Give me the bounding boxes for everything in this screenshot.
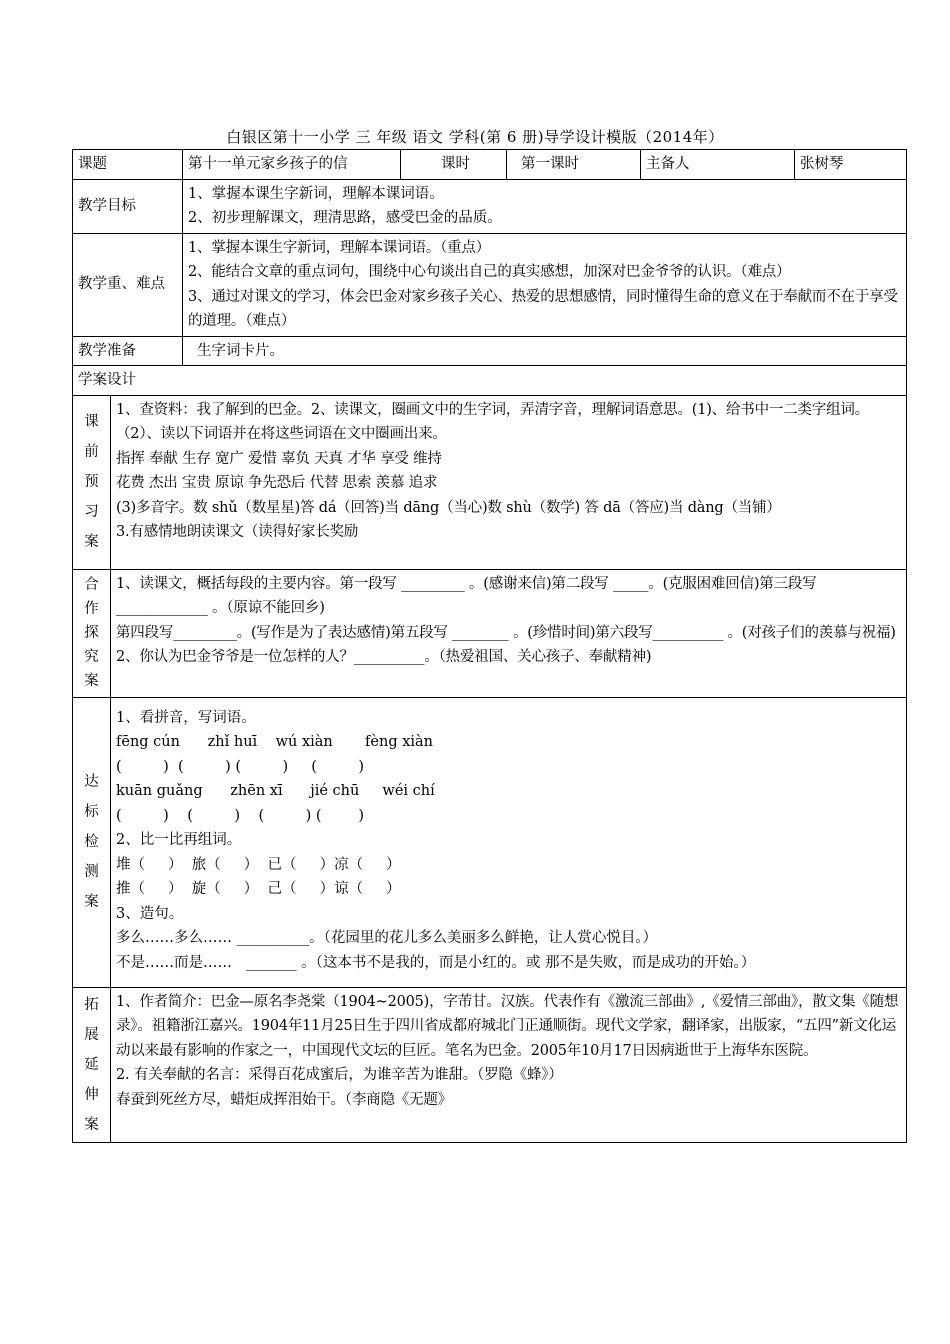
- key-points-label: 教学重、难点: [73, 233, 183, 336]
- extend-label: 拓 展 延 伸 案: [73, 987, 111, 1142]
- extend-line: 1、作者简介：巴金—原名李尧棠（1904~2005)，字芾甘。汉族。代表作有《激流三部曲》,《爱情三部曲》，散文集《随想录》。祖籍浙江嘉兴。1904年11月25日生于四川省成都府城北门正通顺街。现代文学家，翻译家，出版家，“五四”新文化运动以来最有影响的作家之一，中国现代文坛的巨匠。笔名为巴金。2005年10月17日因病逝世于上海华东医院。: [116, 993, 899, 1059]
- check-line: 堆（ ） 旅（ ） 已（ ）凉（ ）: [116, 856, 401, 873]
- cooperate-content: [111, 569, 907, 697]
- check-line: 多么……多么…… __________。（花园里的花儿多么美丽多么鲜艳，让人赏心悦目。）: [116, 930, 658, 946]
- cooperate-row: [73, 569, 907, 697]
- prep-label: 教学准备: [73, 336, 183, 366]
- lesson-label: 课题: [73, 150, 183, 180]
- preview-content: [111, 395, 907, 569]
- check-line: ( ) ( ) ( ) ( ): [116, 807, 365, 824]
- goal-item: 1、掌握本课生字新词，理解本课词语。: [188, 185, 444, 202]
- preview-label: 课 前 预 习 案: [73, 395, 111, 569]
- goals-label: 教学目标: [73, 179, 183, 233]
- extend-line: 2. 有关奉献的名言：采得百花成蜜后，为谁辛苦为谁甜。（罗隐《蜂》）: [116, 1067, 563, 1083]
- goals-content: [183, 179, 907, 233]
- preparer-label: 主备人: [641, 150, 795, 180]
- key-point-item: 3、通过对课文的学习，体会巴金对家乡孩子关心、热爱的思想感情，同时懂得生命的意义在于奉献而不在于享受的道理。（难点）: [188, 288, 898, 329]
- period-value: 第一课时: [507, 150, 641, 180]
- preview-row: [73, 395, 907, 569]
- preview-line: 指挥 奉献 生存 宽广 爱惜 辜负 天真 才华 享受 维持: [116, 450, 442, 467]
- check-line: ( ) ( ) ( ) ( ): [116, 758, 365, 775]
- check-line: 1、看拼音，写词语。: [116, 709, 256, 726]
- period-label: 课时: [401, 150, 507, 180]
- check-line: 2、比一比再组词。: [116, 832, 242, 848]
- cooperate-line: 2、你认为巴金爷爷是一位怎样的人？__________。（热爱祖国、关心孩子、奉献精神): [116, 649, 652, 665]
- preparer-value: 张树琴: [795, 150, 907, 180]
- extend-row: [73, 987, 907, 1142]
- check-line: 3、造句。: [116, 905, 184, 922]
- extend-content: [111, 987, 907, 1142]
- prep-value: 生字词卡片。: [183, 336, 907, 366]
- preview-line: 花费 杰出 宝贵 原谅 争先恐后 代替 思索 羡慕 追求: [116, 475, 438, 491]
- goal-item: 2、初步理解课文，理清思路，感受巴金的品质。: [188, 210, 502, 226]
- check-label: 达 标 检 测 案: [73, 697, 111, 987]
- lesson-plan-table: [72, 149, 907, 1143]
- check-line: kuān guǎng zhēn xī jié chū wéi chí: [116, 783, 435, 799]
- check-line: 不是……而是…… _______ 。（这本书不是我的，而是小红的。或 那不是失败，而是成功的开始。）: [116, 954, 756, 971]
- info-row: [73, 150, 907, 180]
- page-title: 白银区第十一小学 三 年级 语文 学科(第 6 册)导学设计模版（2014年）: [226, 128, 724, 146]
- check-row: [73, 697, 907, 987]
- check-line: fēng cún zhǐ huī wú xiàn fèng xiàn: [116, 734, 434, 750]
- extend-line: 春蚕到死丝方尽，蜡炬成挥泪始干。（李商隐《无题》: [116, 1091, 452, 1108]
- goals-row: [73, 179, 907, 233]
- key-point-item: 2、能结合文章的重点词句，围绕中心句谈出自己的真实感想，加深对巴金爷爷的认识。（难点）: [188, 264, 791, 280]
- key-point-item: 1、掌握本课生字新词，理解本课词语。（重点）: [188, 239, 491, 256]
- cooperate-line: 第四段写_________。(写作是为了表达感情)第五段写 ________ 。(珍惜时间)第六段写__________ 。(对孩子们的羡慕与祝福): [116, 624, 896, 641]
- prep-row: [73, 336, 907, 366]
- preview-line: 1、查资料：我了解到的巴金。2、读课文，圈画文中的生字词，弄清字音，理解词语意思。(1)、给书中一二类字组词。（2）、读以下词语并在将这些词语在文中圈画出来。: [116, 401, 869, 442]
- lesson-value: 第十一单元家乡孩子的信: [183, 150, 401, 180]
- cooperate-line: 1、读课文，概括每段的主要内容。第一段写 _________ 。(感谢来信)第二段写 _____。(克服困难回信)第三段写_____________ 。（原谅不能回乡): [116, 575, 817, 616]
- check-content: [111, 697, 907, 987]
- design-row: [73, 366, 907, 396]
- cooperate-label: 合 作 探 究 案: [73, 569, 111, 697]
- key-points-row: [73, 233, 907, 336]
- key-points-content: [183, 233, 907, 336]
- design-label: 学案设计: [73, 366, 907, 396]
- preview-line: 3.有感情地朗读课文（读得好家长奖励: [116, 524, 359, 540]
- preview-line: (3)多音字。数 shǔ（数星星)答 dá（回答)当 dāng（当心)数 shù（数学) 答 dā（答应)当 dàng（当铺）: [116, 499, 781, 516]
- check-line: 推（ ） 旋（ ） 己（ ）谅（ ）: [116, 881, 401, 897]
